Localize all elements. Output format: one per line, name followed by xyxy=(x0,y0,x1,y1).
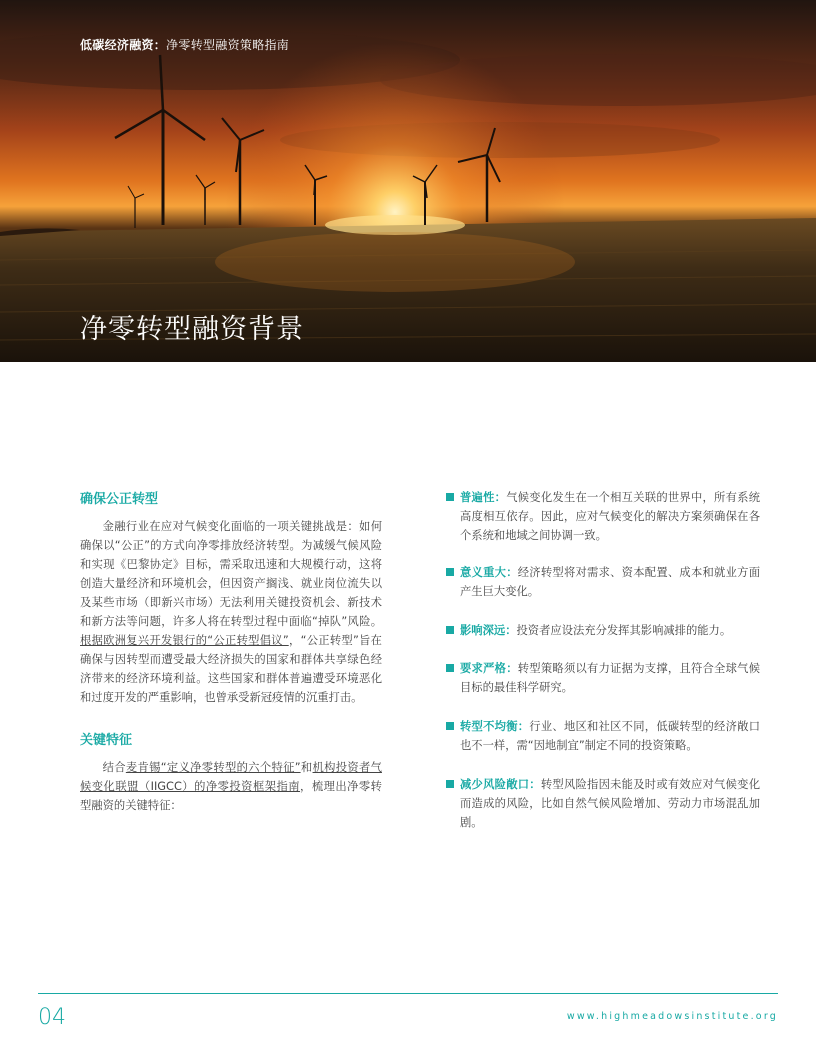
para2-text-b: 和 xyxy=(300,761,313,774)
list-item xyxy=(446,563,760,601)
section-heading-just-transition: 确保公正转型 xyxy=(80,492,159,507)
list-item xyxy=(446,717,760,755)
square-bullet-icon xyxy=(446,664,454,672)
bullet-term: 转型不均衡： xyxy=(460,720,530,733)
list-item xyxy=(446,659,760,697)
bullet-text: 经济转型将对需求、资本配置、成本和就业方面产生巨大变化。 xyxy=(460,566,760,598)
left-column xyxy=(80,488,382,815)
bullet-term: 普遍性： xyxy=(460,491,507,504)
square-bullet-icon xyxy=(446,626,454,634)
ebrd-just-transition-link[interactable]: 根据欧洲复兴开发银行的“公正转型倡议” xyxy=(80,634,289,647)
just-transition-paragraph xyxy=(80,517,382,707)
running-header-bold: 低碳经济融资： xyxy=(80,38,167,52)
mckinsey-six-features-link[interactable]: 麦肯锡“定义净零转型的六个特征” xyxy=(125,761,301,774)
para2-text-c: ，梳理出净零转型融资的关键特征： xyxy=(80,780,382,812)
bullet-text: 气候变化发生在一个相互关联的世界中，所有系统高度相互依存。因此，应对气候变化的解决方案须确保在各个系统和地域之间协调一致。 xyxy=(460,491,760,542)
hero-image xyxy=(0,0,816,362)
para1-text-b: ，“公正转型”旨在确保与因转型而遭受最大经济损失的国家和群体共享绿色经济带来的经济环境利益。这些国家和群体普遍遭受环境恶化和过度开发的严重影响，也曾承受新冠疫情的沉重打击。 xyxy=(80,634,382,704)
website-link[interactable]: www.highmeadowsinstitute.org xyxy=(566,1011,778,1022)
list-item xyxy=(446,775,760,832)
square-bullet-icon xyxy=(446,493,454,501)
list-item xyxy=(446,621,760,640)
running-header xyxy=(80,36,289,53)
bullet-text: 转型风险指因未能及时或有效应对气候变化而造成的风险，比如自然气候风险增加、劳动力市场混乱加剧。 xyxy=(460,778,760,829)
square-bullet-icon xyxy=(446,780,454,788)
bullet-term: 减少风险敞口： xyxy=(460,778,541,791)
footer-divider xyxy=(38,993,778,994)
section-heading-key-features: 关键特征 xyxy=(80,733,133,748)
bullet-term: 要求严格： xyxy=(460,662,518,675)
iigcc-framework-link[interactable]: 机构投资者气候变化联盟（IIGCC）的净零投资框架指南 xyxy=(80,761,382,793)
square-bullet-icon xyxy=(446,722,454,730)
page-number: 04 xyxy=(38,1005,66,1030)
page-title: 净零转型融资背景 xyxy=(80,314,304,345)
running-header-rest: 净零转型融资策略指南 xyxy=(166,38,290,52)
bullet-term: 意义重大： xyxy=(460,566,518,579)
para2-text-a: 结合 xyxy=(102,761,126,774)
bullet-text: 投资者应设法充分发挥其影响减排的能力。 xyxy=(516,624,732,637)
bullet-text: 行业、地区和社区不同，低碳转型的经济敞口也不一样，需“因地制宜”制定不同的投资策略。 xyxy=(460,720,760,752)
bullet-term: 影响深远： xyxy=(460,624,517,637)
list-item xyxy=(446,488,760,545)
key-features-paragraph xyxy=(80,758,382,815)
para1-text-a: 金融行业在应对气候变化面临的一项关键挑战是：如何确保以“公正”的方式向净零排放经济转型。为减缓气候风险和实现《巴黎协定》目标，需采取迅速和大规模行动，这将创造大量经济和环境机会，但因资产搁浅、就业岗位流失以及某些市场（即新兴市场）无法利用关键投资机会、新技术和新方法等问题，许多人将在转型过程中面临“掉队”风险。 xyxy=(80,520,382,628)
square-bullet-icon xyxy=(446,568,454,576)
bullet-text: 转型策略须以有力证据为支撑，且符合全球气候目标的最佳科学研究。 xyxy=(460,662,760,694)
